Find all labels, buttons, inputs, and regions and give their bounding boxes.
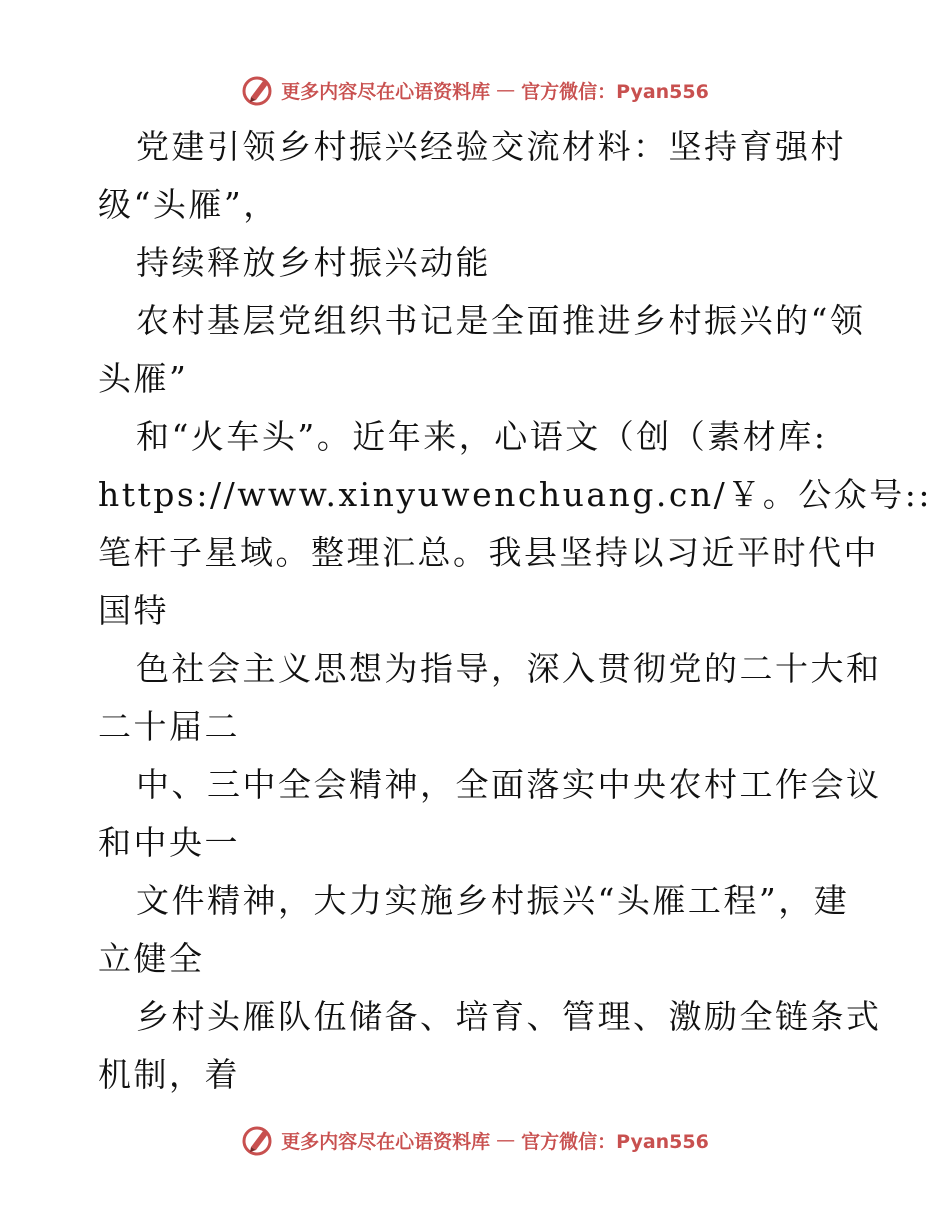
text-line: 党建引领乡村振兴经验交流材料：坚持育强村 — [136, 127, 846, 166]
pen-logo-icon — [241, 73, 275, 107]
text-line: 级“头雁”， — [98, 185, 279, 224]
text-line: 头雁” — [98, 359, 189, 398]
watermark-suffix-text: 官方微信：Pyan556 — [521, 1130, 709, 1153]
text-line: 色社会主义思想为指导，深入贯彻党的二十大和 — [136, 649, 882, 688]
text-line: 立健全 — [98, 939, 205, 978]
text-line: 持续释放乡村振兴动能 — [136, 243, 491, 282]
text-line: https://www.xinyuwenchuang.cn/￥。公众号:: — [98, 475, 932, 514]
text-line: 乡村头雁队伍储备、培育、管理、激励全链条式 — [136, 997, 882, 1036]
watermark-main-text: 更多内容尽在心语资料库 — [281, 80, 491, 103]
text-line: 中、三中全会精神，全面落实中央农村工作会议 — [136, 765, 882, 804]
text-line: 机制，着 — [98, 1055, 240, 1094]
text-line: 农村基层党组织书记是全面推进乡村振兴的“领 — [136, 301, 866, 340]
watermark-separator: — — [496, 1129, 516, 1151]
footer-watermark — [0, 1120, 950, 1160]
text-line: 二十届二 — [98, 707, 240, 746]
text-line: 和中央一 — [98, 823, 240, 862]
watermark-main-text: 更多内容尽在心语资料库 — [281, 1130, 491, 1153]
text-line: 笔杆子星域。整理汇总。我县坚持以习近平时代中 — [98, 533, 879, 572]
text-line: 国特 — [98, 591, 169, 630]
text-line: 文件精神，大力实施乡村振兴“头雁工程”，建 — [136, 881, 850, 920]
watermark-separator: — — [496, 79, 516, 101]
header-watermark — [0, 70, 950, 110]
text-line: 和“火车头”。近年来，心语文（创（素材库: — [136, 417, 828, 456]
watermark-suffix-text: 官方微信：Pyan556 — [521, 80, 709, 103]
document-body — [98, 118, 932, 1104]
pen-logo-icon — [241, 1123, 275, 1157]
